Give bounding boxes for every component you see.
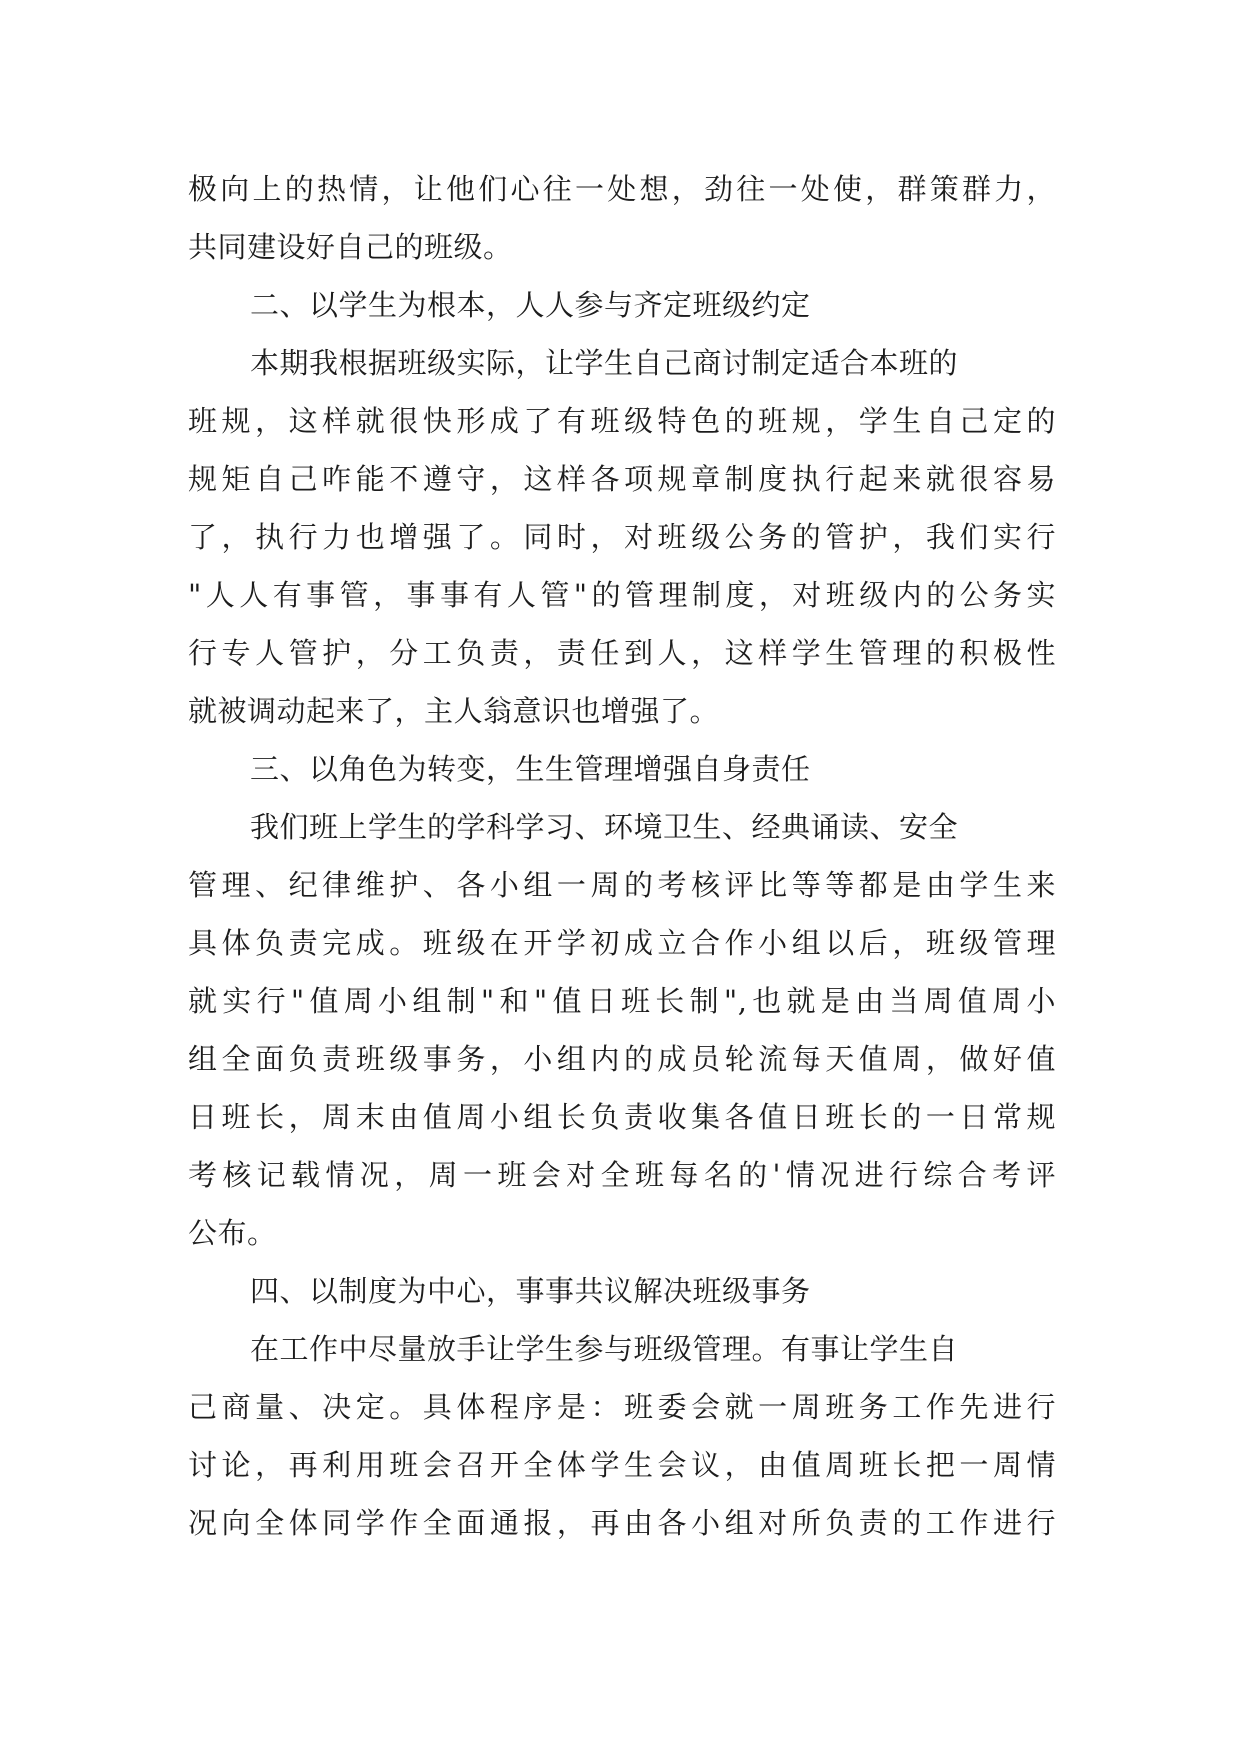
- section-heading: 三、以角色为转变，生生管理增强自身责任: [250, 752, 811, 786]
- text-line: "人人有事管，事事有人管"的管理制度，对班级内的公务实: [188, 578, 1056, 612]
- text-line: 了，执行力也增强了。同时，对班级公务的管护，我们实行: [188, 520, 1056, 554]
- section-heading: 四、以制度为中心，事事共议解决班级事务: [250, 1274, 811, 1308]
- text-line: 在工作中尽量放手让学生参与班级管理。有事让学生自: [250, 1332, 959, 1366]
- text-line: 考核记载情况，周一班会对全班每名的'情况进行综合考评: [188, 1158, 1056, 1192]
- text-line: 本期我根据班级实际，让学生自己商讨制定适合本班的: [250, 346, 959, 380]
- text-line: 极向上的热情，让他们心往一处想，劲往一处使，群策群力，: [188, 172, 1056, 206]
- text-line: 规矩自己咋能不遵守，这样各项规章制度执行起来就很容易: [188, 462, 1056, 496]
- text-line: 己商量、决定。具体程序是：班委会就一周班务工作先进行: [188, 1390, 1056, 1424]
- text-line: 班规，这样就很快形成了有班级特色的班规，学生自己定的: [188, 404, 1056, 438]
- text-line: 日班长，周末由值周小组长负责收集各值日班长的一日常规: [188, 1100, 1056, 1134]
- text-line: 讨论，再利用班会召开全体学生会议，由值周班长把一周情: [188, 1448, 1056, 1482]
- text-line: 具体负责完成。班级在开学初成立合作小组以后，班级管理: [188, 926, 1056, 960]
- text-line: 我们班上学生的学科学习、环境卫生、经典诵读、安全: [250, 810, 959, 844]
- text-line: 管理、纪律维护、各小组一周的考核评比等等都是由学生来: [188, 868, 1056, 902]
- text-line: 共同建设好自己的班级。: [188, 230, 513, 264]
- body-text: [188, 160, 1056, 1552]
- section-heading: 二、以学生为根本，人人参与齐定班级约定: [250, 288, 811, 322]
- text-line: 行专人管护，分工负责，责任到人，这样学生管理的积极性: [188, 636, 1056, 670]
- text-line: 况向全体同学作全面通报，再由各小组对所负责的工作进行: [188, 1506, 1056, 1540]
- text-line: 公布。: [188, 1216, 277, 1250]
- text-line: 就被调动起来了，主人翁意识也增强了。: [188, 694, 720, 728]
- text-line: 就实行"值周小组制"和"值日班长制",也就是由当周值周小: [188, 984, 1056, 1018]
- text-line: 组全面负责班级事务，小组内的成员轮流每天值周，做好值: [188, 1042, 1056, 1076]
